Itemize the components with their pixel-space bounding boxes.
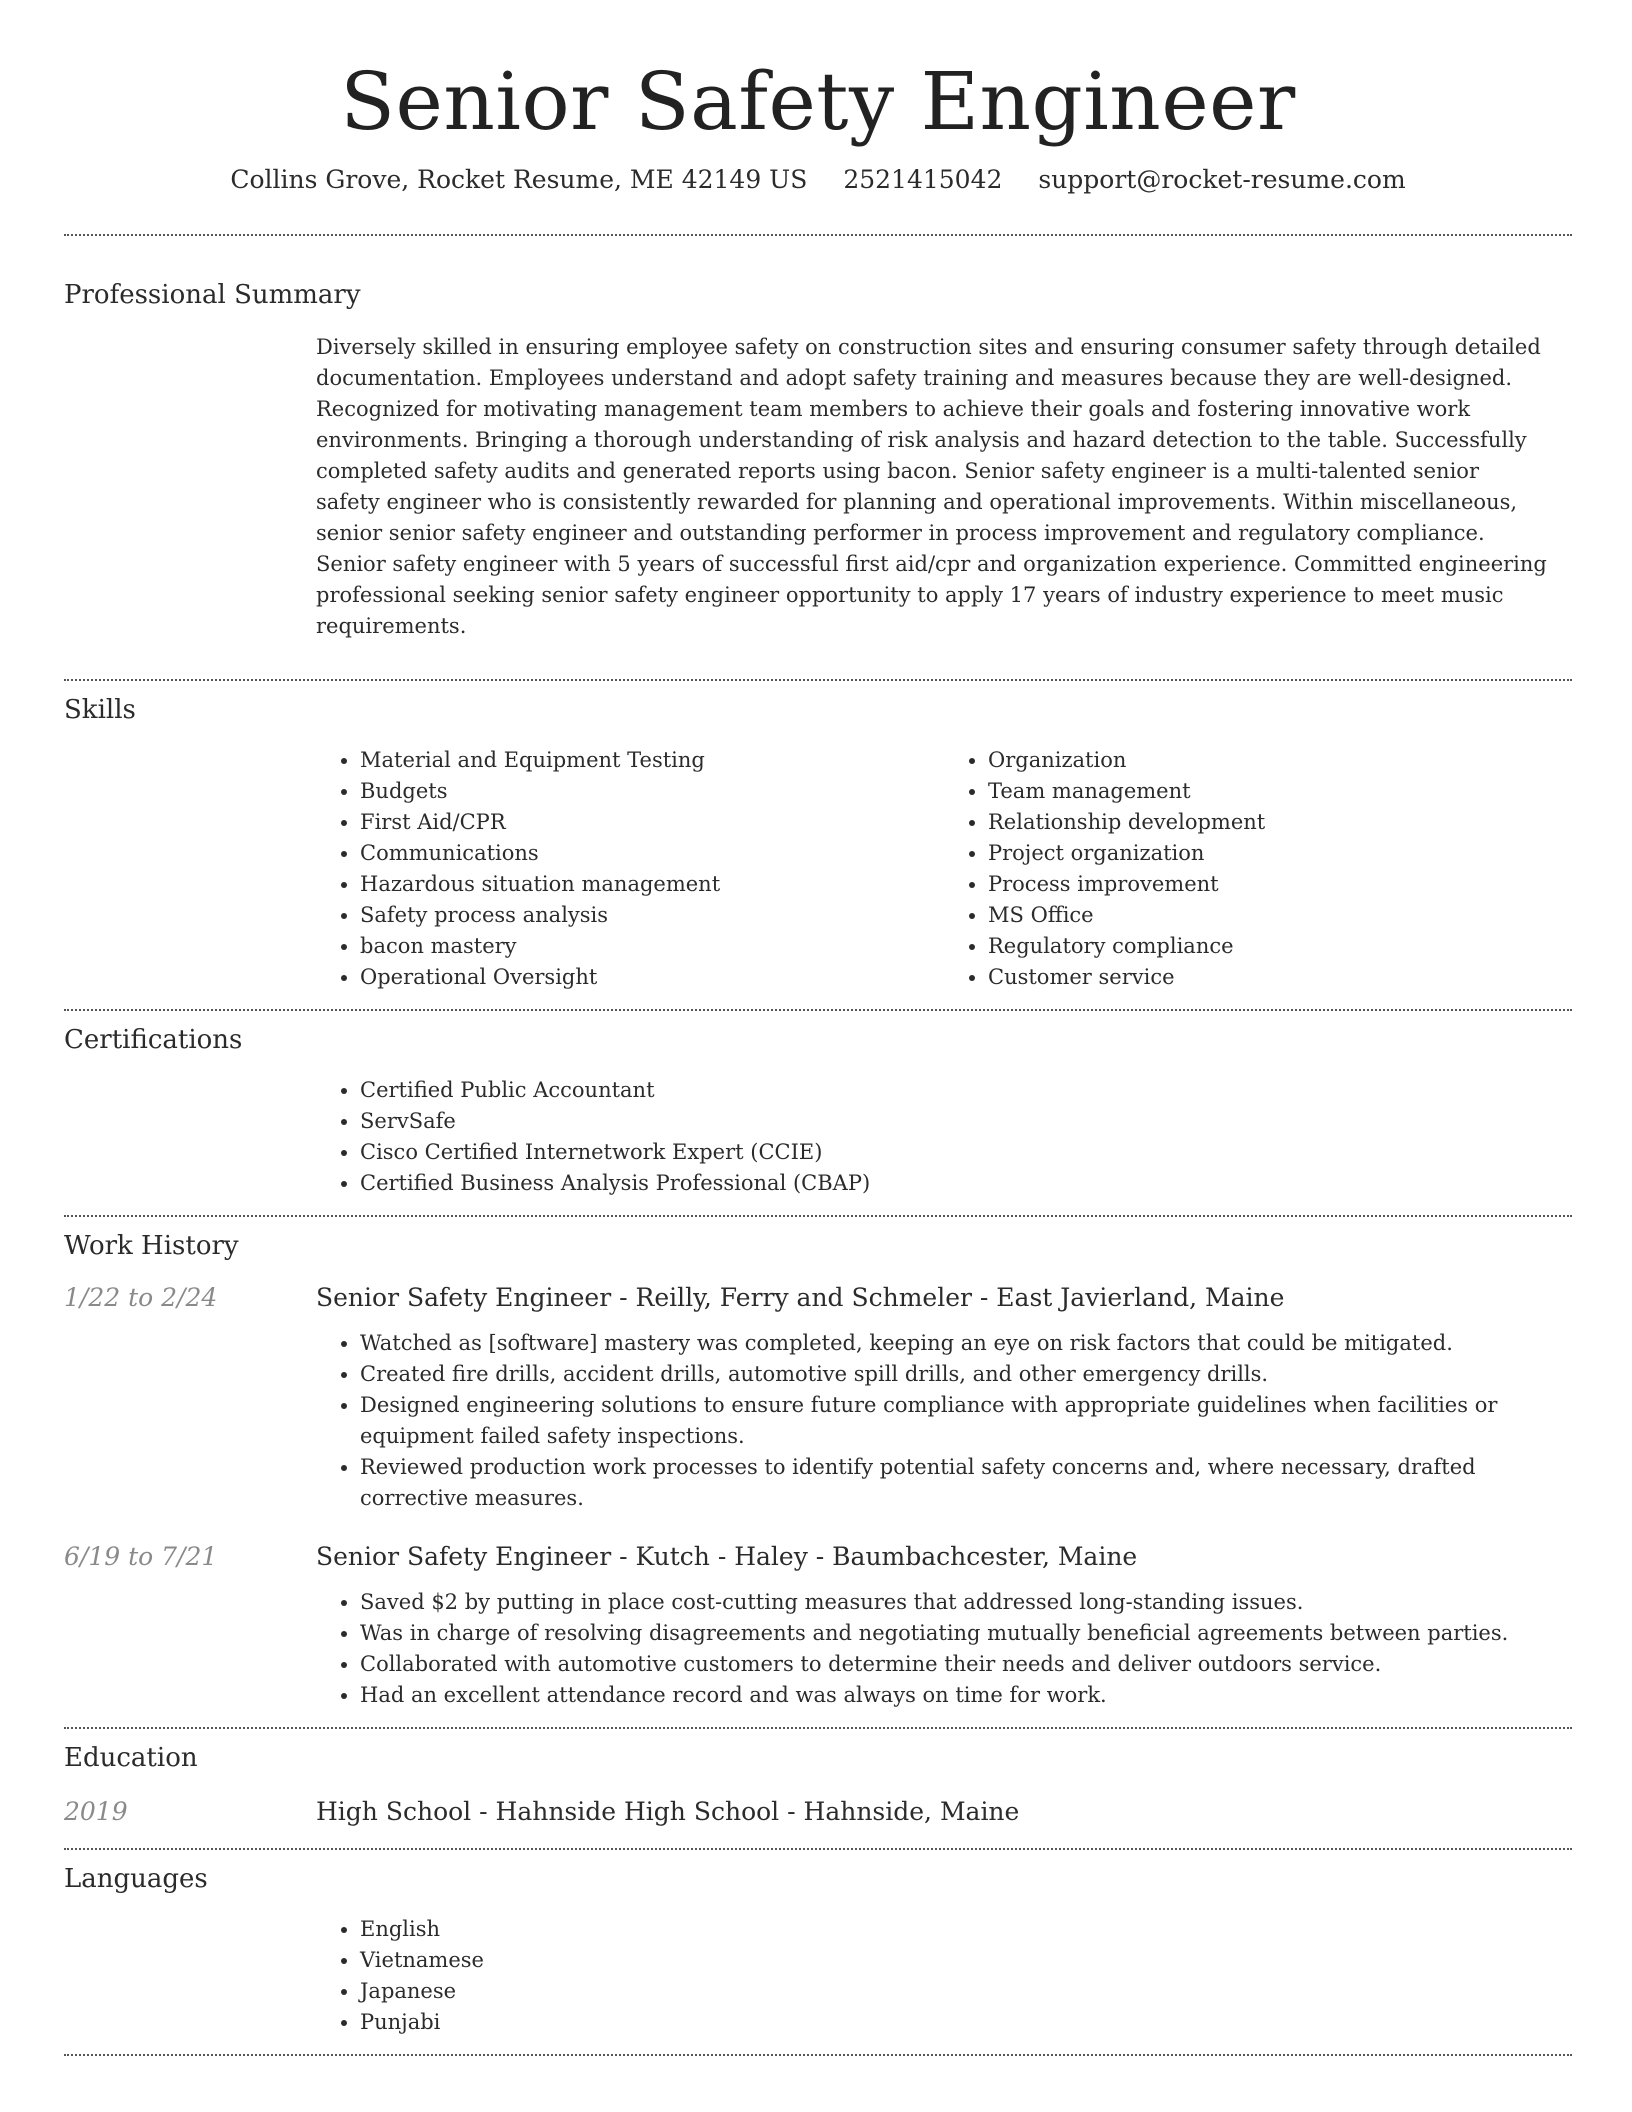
list-item: • Process improvement: [988, 869, 1572, 900]
list-item: • Had an excellent attendance record and was always on time for work.: [360, 1680, 1572, 1711]
job-bullets: [316, 1328, 1572, 1514]
job-entry: [64, 1542, 1572, 1711]
list-item: • Safety process analysis: [360, 900, 944, 931]
job-entry: [64, 1283, 1572, 1514]
work-history-heading: Work History: [64, 1231, 239, 1261]
certifications-list: [316, 1075, 1572, 1199]
list-item: • English: [360, 1914, 1572, 1945]
list-item: • Communications: [360, 838, 944, 869]
list-item: • Cisco Certified Internetwork Expert (CCIE): [360, 1137, 1572, 1168]
job-dates: 6/19 to 7/21: [64, 1542, 218, 1571]
summary-heading: Professional Summary: [64, 280, 361, 310]
certifications-section: [64, 1011, 1572, 1215]
contact-line: [64, 162, 1572, 198]
list-item: • Regulatory compliance: [988, 931, 1572, 962]
languages-heading: Languages: [64, 1864, 208, 1894]
contact-phone: 2521415042: [843, 165, 1003, 194]
list-item: • Punjabi: [360, 2007, 1572, 2038]
list-item: • Certified Public Accountant: [360, 1075, 1572, 1106]
list-item: • MS Office: [988, 900, 1572, 931]
list-item: • Saved $2 by putting in place cost-cutting measures that addressed long-standing issues.: [360, 1587, 1572, 1618]
list-item: • Hazardous situation management: [360, 869, 944, 900]
list-item: • Reviewed production work processes to identify potential safety concerns and, where necessary, drafted corrective measures.: [360, 1452, 1572, 1514]
list-item: • Created fire drills, accident drills, automotive spill drills, and other emergency drills.: [360, 1359, 1572, 1390]
list-item: • Customer service: [988, 962, 1572, 993]
list-item: • Certified Business Analysis Professional (CBAP): [360, 1168, 1572, 1199]
list-item: • Collaborated with automotive customers to determine their needs and deliver outdoors service.: [360, 1649, 1572, 1680]
list-item: • Operational Oversight: [360, 962, 944, 993]
skills-grid: [316, 727, 1572, 993]
list-item: • Team management: [988, 776, 1572, 807]
job-title: Senior Safety Engineer - Kutch - Haley - Baumbachcester, Maine: [316, 1542, 1138, 1571]
job-title: Senior Safety Engineer - Reilly, Ferry and Schmeler - East Javierland, Maine: [316, 1283, 1285, 1312]
list-item: • Organization: [988, 745, 1572, 776]
summary-text: Diversely skilled in ensuring employee safety on construction sites and ensuring consumer safety through detailed documentation. Employees understand and adopt safety training and measures because they are well-designed. Recognized for motivating management team members to achieve their goals and fostering innovative work environments. Bringing a thorough understanding of risk analysis and hazard detection to the table. Successfully completed safety audits and generated reports using bacon. Senior safety engineer is a multi-talented senior safety engineer who is consistently rewarded for planning and operational improvements. Within miscellaneous, senior senior safety engineer and outstanding performer in process improvement and regulatory compliance. Senior safety engineer with 5 years of successful first aid/cpr and organization experience. Committed engineering professional seeking senior safety engineer opportunity to apply 17 years of industry experience to meet music requirements.: [316, 335, 1547, 638]
languages-list: [316, 1914, 1572, 2038]
job-bullets: [316, 1587, 1572, 1711]
list-item: • First Aid/CPR: [360, 807, 944, 838]
divider: [64, 2054, 1572, 2056]
list-item: • Project organization: [988, 838, 1572, 869]
job-dates: 1/22 to 2/24: [64, 1283, 218, 1312]
list-item: • Watched as [software] mastery was completed, keeping an eye on risk factors that could be mitigated.: [360, 1328, 1572, 1359]
skills-section: [64, 681, 1572, 1009]
list-item: • Budgets: [360, 776, 944, 807]
education-year: 2019: [64, 1797, 128, 1826]
list-item: • bacon mastery: [360, 931, 944, 962]
languages-section: [64, 1850, 1572, 2054]
work-history-section: [64, 1217, 1572, 1727]
contact-email: support@rocket-resume.com: [1038, 165, 1406, 194]
skills-heading: Skills: [64, 695, 136, 725]
list-item: • ServSafe: [360, 1106, 1572, 1137]
education-heading: Education: [64, 1743, 198, 1773]
skills-list-left: [316, 745, 944, 993]
list-item: • Designed engineering solutions to ensure future compliance with appropriate guidelines when facilities or equipment failed safety inspections.: [360, 1390, 1572, 1452]
education-section: [64, 1729, 1572, 1848]
contact-address: Collins Grove, Rocket Resume, ME 42149 US: [230, 165, 808, 194]
skills-list-right: [944, 745, 1572, 993]
list-item: • Vietnamese: [360, 1945, 1572, 1976]
list-item: • Relationship development: [988, 807, 1572, 838]
resume-name: Senior Safety Engineer: [340, 55, 1296, 148]
summary-section: [64, 236, 1572, 679]
list-item: • Japanese: [360, 1976, 1572, 2007]
list-item: • Material and Equipment Testing: [360, 745, 944, 776]
list-item: • Was in charge of resolving disagreements and negotiating mutually beneficial agreements between parties.: [360, 1618, 1572, 1649]
resume-page: [64, 0, 1572, 2056]
education-entry: High School - Hahnside High School - Hahnside, Maine: [316, 1797, 1020, 1826]
certifications-heading: Certifications: [64, 1025, 243, 1055]
